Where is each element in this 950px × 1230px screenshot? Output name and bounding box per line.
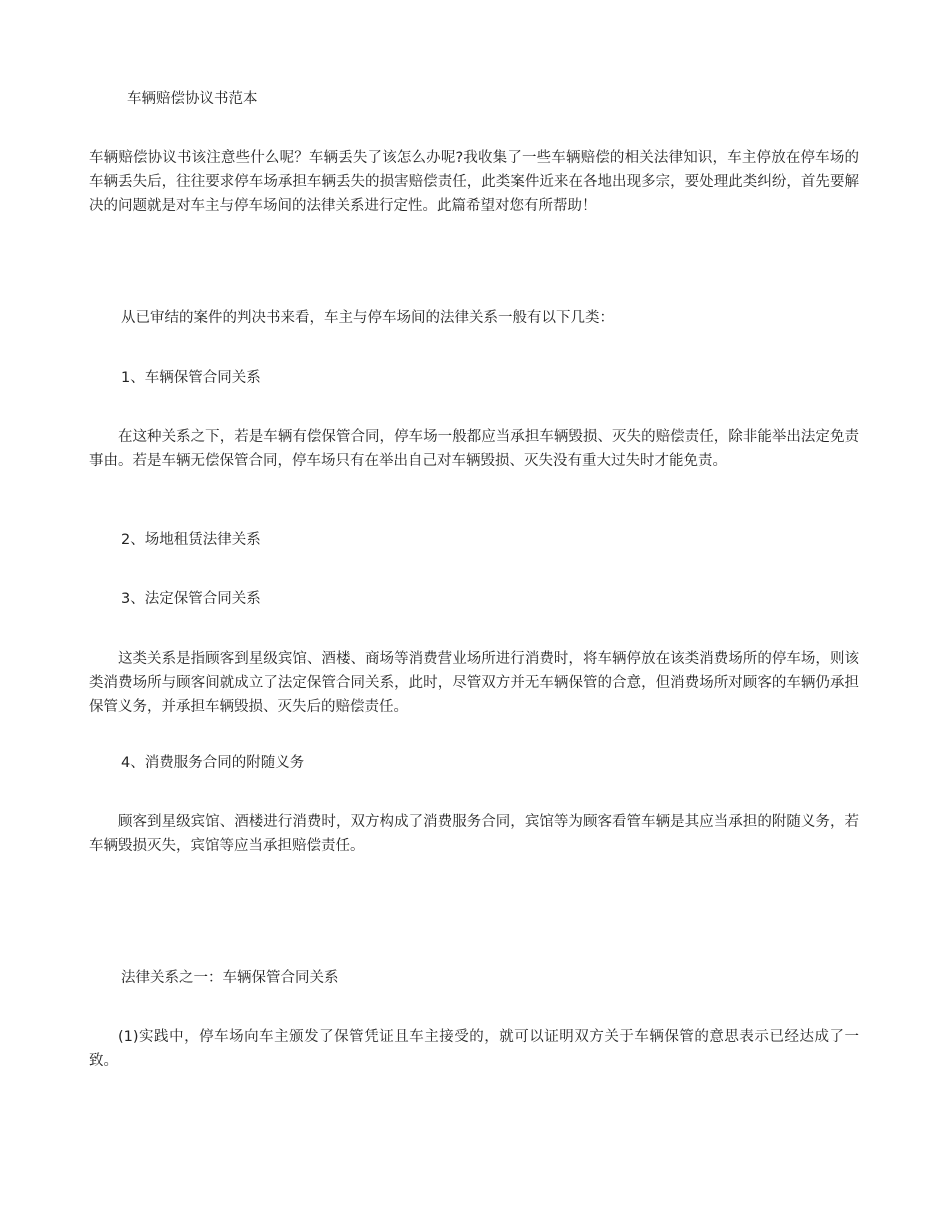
item4-body: 顾客到星级宾馆、酒楼进行消费时，双方构成了消费服务合同，宾馆等为顾客看管车辆是其应当承担的附随义务，若车辆毁损灭失，宾馆等应当承担赔偿责任。 bbox=[89, 814, 859, 854]
intro-paragraph: 车辆赔偿协议书该注意些什么呢？车辆丢失了该怎么办呢?我收集了一些车辆赔偿的相关法律知识，车主停放在停车场的车辆丢失后，往往要求停车场承担车辆丢失的损害赔偿责任，此类案件近来在各地出现多宗，要处理此类纠纷，首先要解决的问题就是对车主与停车场间的法律关系进行定性。此篇希望对您有所帮助！ bbox=[89, 150, 859, 214]
item3-body: 这类关系是指顾客到星级宾馆、酒楼、商场等消费营业场所进行消费时，将车辆停放在该类消费场所的停车场，则该类消费场所与顾客间就成立了法定保管合同关系，此时，尽管双方并无车辆保管的合意，但消费场所对顾客的车辆仍承担保管义务，并承担车辆毁损、灭失后的赔偿责任。 bbox=[89, 651, 859, 715]
overview-paragraph: 从已审结的案件的判决书来看，车主与停车场间的法律关系一般有以下几类： bbox=[121, 310, 614, 326]
section-heading: 法律关系之一：车辆保管合同关系 bbox=[121, 970, 339, 986]
item1-body: 在这种关系之下，若是车辆有偿保管合同，停车场一般都应当承担车辆毁损、灭失的赔偿责任，除非能举出法定免责事由。若是车辆无偿保管合同，停车场只有在举出自己对车辆毁损、灭失没有重大过失时才能免责。 bbox=[89, 429, 859, 469]
item4-heading: 4、消费服务合同的附随义务 bbox=[121, 755, 305, 771]
item3-heading: 3、法定保管合同关系 bbox=[121, 591, 261, 607]
document-title: 车辆赔偿协议书范本 bbox=[127, 91, 258, 107]
item2-heading: 2、场地租赁法律关系 bbox=[121, 532, 261, 548]
item1-heading: 1、车辆保管合同关系 bbox=[121, 370, 261, 386]
section-point-1: (1)实践中，停车场向车主颁发了保管凭证且车主接受的，就可以证明双方关于车辆保管的意思表示已经达成了一致。 bbox=[89, 1029, 859, 1069]
